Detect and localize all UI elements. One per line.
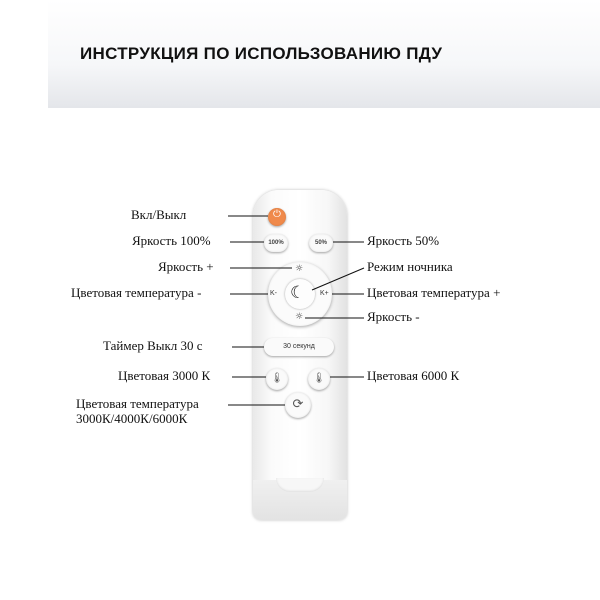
brightness-50-button[interactable]: 50%	[309, 234, 333, 252]
callout-night-mode	[312, 268, 364, 290]
brightness-down-icon[interactable]: ☼	[295, 312, 304, 322]
brightness-100-button[interactable]: 100%	[264, 234, 288, 252]
label-temp-plus: Цветовая температура +	[367, 285, 501, 300]
temp-minus-button[interactable]: K-	[270, 290, 277, 297]
power-icon: ⏻	[273, 209, 281, 220]
label-timer-off: Таймер Выкл 30 с	[103, 338, 203, 353]
brightness-up-icon[interactable]: ☼	[295, 264, 304, 274]
label-night-mode: Режим ночника	[367, 259, 453, 274]
label-power: Вкл/Выкл	[131, 207, 187, 222]
label-color-3000: Цветовая 3000 К	[118, 368, 211, 383]
label-brightness-minus: Яркость -	[367, 309, 420, 324]
timer-button[interactable]: 30 секунд	[264, 338, 334, 356]
page-title: ИНСТРУКЦИЯ ПО ИСПОЛЬЗОВАНИЮ ПДУ	[80, 44, 443, 63]
label-temp-minus: Цветовая температура -	[71, 285, 202, 300]
temp-plus-button[interactable]: K+	[320, 290, 329, 297]
label-brightness-100: Яркость 100%	[132, 233, 211, 248]
label-color-cycle-line2: 3000К/4000К/6000К	[76, 411, 188, 426]
thermometer-cold-icon: 🌡	[312, 373, 326, 384]
cycle-icon: ⟳	[292, 397, 304, 412]
label-color-cycle-line1: Цветовая температура	[76, 396, 199, 411]
thermometer-warm-icon: 🌡	[270, 373, 284, 384]
label-color-6000: Цветовая 6000 К	[367, 368, 460, 383]
label-brightness-plus: Яркость +	[158, 259, 214, 274]
label-brightness-50: Яркость 50%	[367, 233, 440, 248]
moon-icon: ☾	[290, 283, 306, 303]
